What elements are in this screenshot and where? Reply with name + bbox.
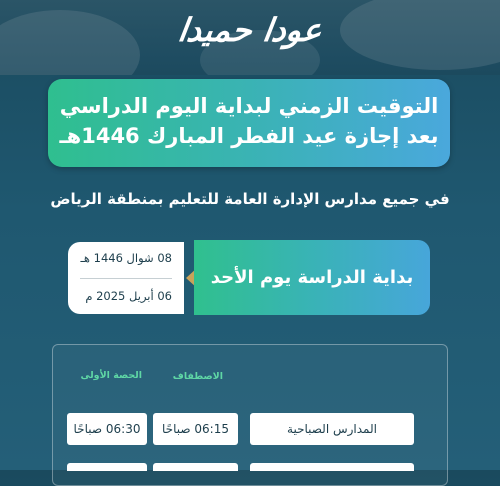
date-divider <box>80 278 172 279</box>
first-period-time-cell: 06:30 صباحًا <box>67 413 147 445</box>
headline-card <box>48 79 450 167</box>
gregorian-date: 06 أبريل 2025 م <box>85 289 172 303</box>
start-day-card: بداية الدراسة يوم الأحد <box>194 240 430 315</box>
hijri-date: 08 شوال 1446 هـ <box>80 251 172 265</box>
photo-blur-shape <box>0 10 140 75</box>
row-label-cell: المدارس الصباحية <box>250 413 414 445</box>
column-label-first-period: الحصة الأولى <box>80 370 142 381</box>
subheading: في جميع مدارس الإدارة العامة للتعليم بمنطقة الرياض <box>50 190 450 208</box>
script-title: عودا حميدا <box>175 11 325 49</box>
lineup-time-cell: 06:15 صباحًا <box>153 413 238 445</box>
column-label-lineup: الاصطفاف <box>172 371 223 382</box>
headline-line-1: التوقيت الزمني لبداية اليوم الدراسي <box>59 94 439 118</box>
photo-blur-shape <box>340 0 500 70</box>
date-box <box>68 242 184 314</box>
headline-line-2: بعد إجازة عيد الفطر المبارك 1446هـ <box>59 124 439 148</box>
schedule-panel <box>52 344 448 486</box>
